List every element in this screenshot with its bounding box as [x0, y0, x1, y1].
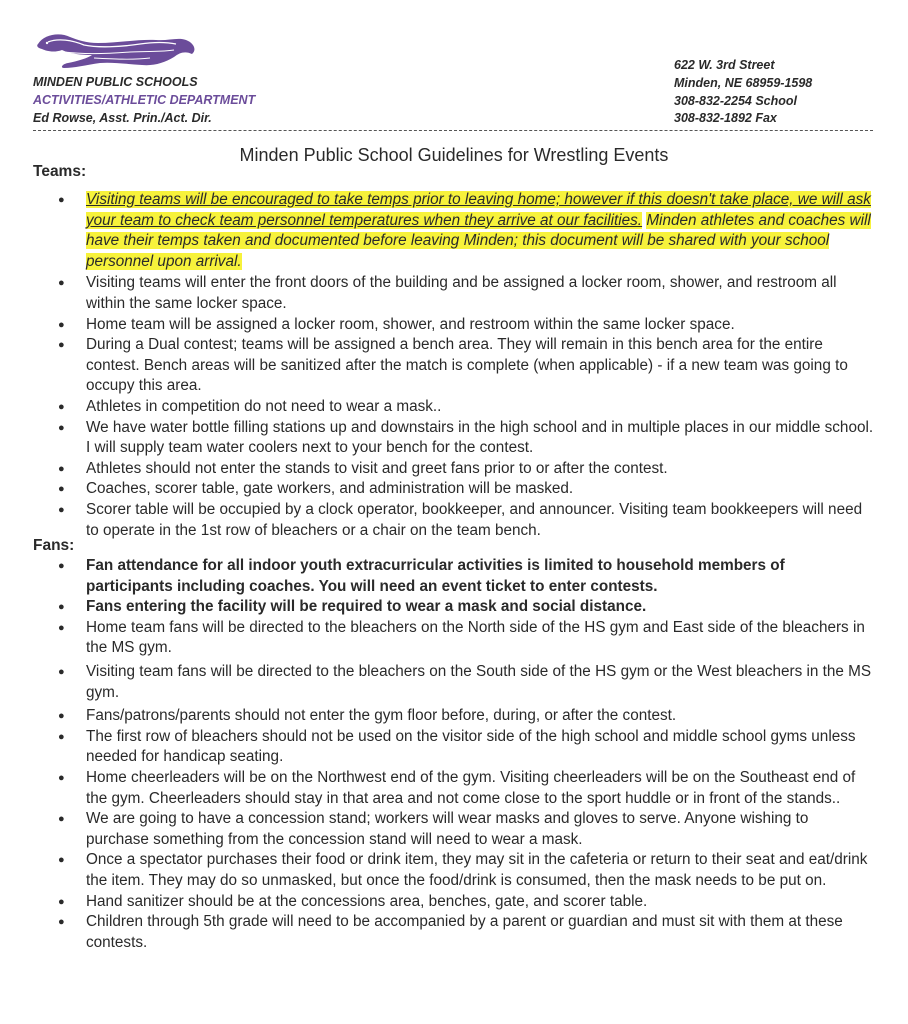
header-divider — [33, 130, 873, 131]
list-item: ● We have water bottle filling stations up and downstairs in the high school and in multiple places in our middle school. I will supply team water coolers next to your bench for the contest. — [33, 418, 875, 459]
phone-number: 308-832-2254 School — [674, 94, 797, 108]
list-item: ● Home team will be assigned a locker room, shower, and restroom within the same locker space. — [33, 315, 875, 336]
city-state-zip: Minden, NE 68959-1598 — [674, 76, 813, 90]
street-address: 622 W. 3rd Street — [674, 58, 775, 72]
list-item: ● Visiting teams will enter the front doors of the building and be assigned a locker room, shower, and restroom all within the same locker space. — [33, 273, 875, 314]
fans-heading: Fans: — [33, 537, 75, 554]
fax-number: 308-832-1892 Fax — [674, 111, 777, 125]
list-item: ● Once a spectator purchases their food or drink item, they may sit in the cafeteria or return to their seat and eat/drink the item. They may do so unmasked, but once the food/drink is consumed, then the mask needs to be put on. — [33, 850, 875, 891]
fans-list — [33, 556, 875, 953]
list-item: ● Fans/patrons/parents should not enter the gym floor before, during, or after the contest. — [33, 706, 875, 727]
list-item: ● Fan attendance for all indoor youth extracurricular activities is limited to household members of participants including coaches. You will need an event ticket to enter contests. — [33, 556, 875, 597]
list-item — [33, 190, 875, 272]
list-item: ● Home cheerleaders will be on the Northwest end of the gym. Visiting cheerleaders will be on the Southeast end of the gym. Cheerleaders should stay in that area and not come close to the sport huddle or in front of the stands.. — [33, 768, 875, 809]
list-item: ● Children through 5th grade will need to be accompanied by a parent or guardian and must sit with them at these contests. — [33, 912, 875, 953]
list-item: ● Athletes should not enter the stands to visit and greet fans prior to or after the contest. — [33, 459, 875, 480]
list-item: ● The first row of bleachers should not be used on the visitor side of the high school and middle school gyms unless needed for handicap seating. — [33, 727, 875, 768]
greyhound-mascot-icon — [34, 28, 200, 74]
teams-heading: Teams: — [33, 163, 87, 180]
teams-list — [33, 190, 875, 541]
list-item: ● Scorer table will be occupied by a clock operator, bookkeeper, and announcer. Visiting team bookkeepers will need to operate in the 1st row of bleachers or a chair on the team bench. — [33, 500, 875, 541]
highlighted-underlined-text: Visiting teams will be encouraged to take temps prior to leaving home; however if this doesn't take place, we will ask your team to check team personnel temperatures when they arrive at our facilities. — [86, 191, 871, 229]
list-item: ● Athletes in competition do not need to wear a mask.. — [33, 397, 875, 418]
list-item: ● During a Dual contest; teams will be assigned a bench area. They will remain in this bench area for the entire contest. Bench areas will be sanitized after the match is complete (when applicable) - if a new team was going to occupy this area. — [33, 335, 875, 397]
director-name: Ed Rowse, Asst. Prin./Act. Dir. — [33, 111, 212, 125]
list-item: ● Fans entering the facility will be required to wear a mask and social distance. — [33, 597, 875, 618]
page-title: Minden Public School Guidelines for Wrestling Events — [239, 145, 669, 165]
list-item: ● Visiting team fans will be directed to the bleachers on the South side of the HS gym or the West bleachers in the MS gym. — [33, 662, 875, 703]
list-item: ● Home team fans will be directed to the bleachers on the North side of the HS gym and East side of the bleachers in the MS gym. — [33, 618, 875, 659]
school-name: MINDEN PUBLIC SCHOOLS — [33, 75, 198, 89]
list-item: ● Hand sanitizer should be at the concessions area, benches, gate, and scorer table. — [33, 892, 875, 913]
list-item: ● We are going to have a concession stand; workers will wear masks and gloves to serve. Anyone wishing to purchase something from the concession stand will need to wear a mask. — [33, 809, 875, 850]
department-name: ACTIVITIES/ATHLETIC DEPARTMENT — [33, 93, 256, 107]
highlighted-text: Minden athletes and coaches will have their temps taken and documented before leaving Minden; this document will be shared with your school personnel upon arrival. — [86, 211, 871, 270]
list-item: ● Coaches, scorer table, gate workers, and administration will be masked. — [33, 479, 875, 500]
